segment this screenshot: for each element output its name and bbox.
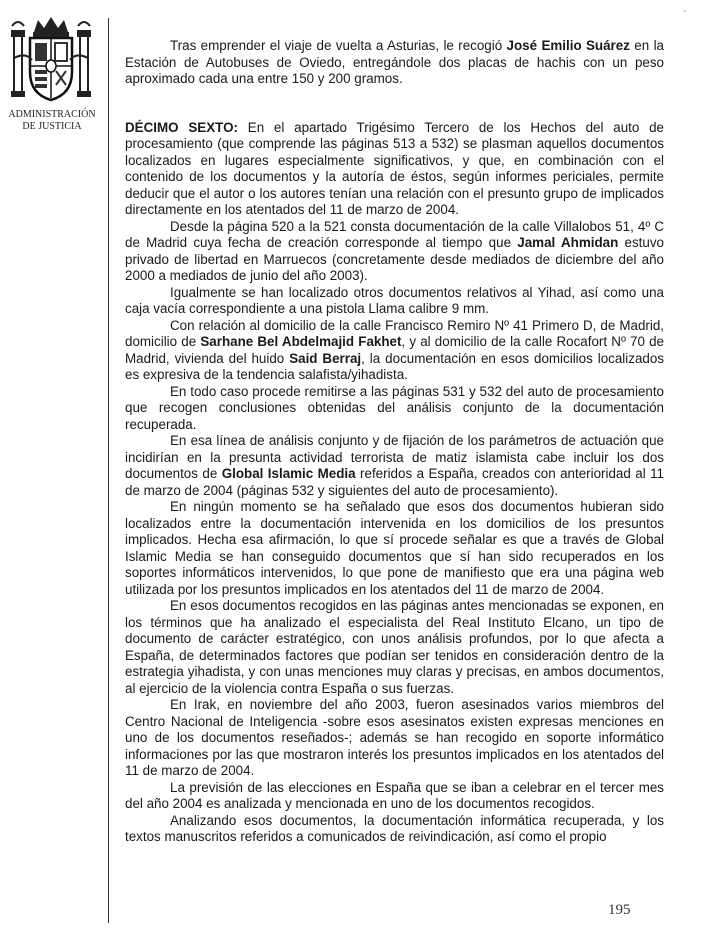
- margin-rule: [108, 18, 109, 923]
- paragraph: [125, 120, 664, 219]
- paragraph: [125, 285, 664, 318]
- paragraph: [125, 813, 664, 846]
- text-run: , y al domicilio de la calle Rocafort Nº 70 de Madrid, vivienda del huido: [125, 334, 664, 366]
- text-run: En esa línea de análisis conjunto y de fijación de los parámetros de actuación que incidirían en la presunta actividad terrorista de matiz islamista cabe incluir los dos documentos de: [125, 433, 664, 481]
- text-run: , la documentación en esos domicilios localizados es expresiva de la tendencia salafista/yihadista.: [125, 350, 664, 382]
- text-run: Con relación al domicilio de la calle Francisco Remiro Nº 41 Primero D, de Madrid, domicilio de: [125, 317, 664, 349]
- document-body: [125, 38, 664, 846]
- text-run: En el apartado Trigésimo Tercero de los Hechos del auto de procesamiento (que comprende las páginas 513 a 532) se plasman aquellos documentos localizados en lugares especialmente significativos, y que, en combinación con el contenido de los documentos y la autoría de éstos, según informes periciales, permite deducir que el autor o los autores tenían una relación con el presunto grupo de implicados directamente en los atentados del 11 de marzo de 2004.: [125, 119, 665, 217]
- corner-mark: -: [683, 6, 687, 17]
- spanish-coat-of-arms-icon: [6, 14, 96, 106]
- paragraph: [125, 697, 664, 780]
- page-number: 195: [608, 902, 631, 918]
- paragraph: [125, 598, 664, 697]
- text-run: en la Estación de Autobuses de Oviedo, entregándole dos placas de hachis con un peso aproximado cada una entre 150 y 200 gramos.: [125, 38, 664, 86]
- paragraph: [125, 318, 664, 384]
- paragraph: [125, 219, 664, 285]
- text-run: Analizando esos documentos, la documentación informática recuperada, y los textos manuscritos referidos a comunicados de reivindicación, así como el propio: [125, 812, 664, 844]
- bold-text: Jamal Ahmidan: [517, 235, 619, 250]
- text-run: La previsión de las elecciones en España que se iban a celebrar en el tercer mes del año 2004 es analizada y mencionada en uno de los documentos recogidos.: [125, 779, 664, 811]
- paragraph: [125, 433, 664, 499]
- text-run: En todo caso procede remitirse a las páginas 531 y 532 del auto de procesamiento que recogen conclusiones obtenidas del análisis conjunto de la documentación recuperada.: [125, 383, 664, 432]
- paragraph: [125, 38, 664, 88]
- paragraph: [125, 499, 664, 598]
- administration-label: [0, 109, 104, 133]
- paragraph: [125, 384, 664, 434]
- text-run: estuvo privado de libertad en Marruecos (concretamente desde mediados de diciembre del año 2000 a mediados de junio del año 2003).: [125, 235, 664, 283]
- text-run: Tras emprender el viaje de vuelta a Asturias, le recogió: [170, 38, 507, 53]
- text-run: referidos a España, creados con anterioridad al 11 de marzo de 2004 (páginas 532 y siguientes del auto de procesamiento).: [125, 466, 665, 498]
- text-run: En Irak, en noviembre del año 2003, fueron asesinados varios miembros del Centro Nacional de Inteligencia -sobre esos asesinatos existen expresas menciones en uno de los documentos reseñados-; además se han recogido en soporte informático informaciones por las que mostraron interés los presuntos implicados en los atentados del 11 de marzo de 2004.: [125, 697, 664, 778]
- bold-text: Sarhane Bel Abdelmajid Fakhet: [200, 334, 402, 349]
- admin-line-2: DE JUSTICIA: [22, 121, 82, 132]
- bold-text: Said Berraj: [289, 350, 362, 366]
- bold-text: Global Islamic Media: [221, 466, 356, 481]
- admin-line-1: ADMINISTRACIÓN: [8, 109, 96, 120]
- text-run: Desde la página 520 a la 521 consta documentación de la calle Villalobos 51, 4º C de Madrid cuya fecha de creación corresponde al tiempo que: [125, 218, 664, 250]
- bold-text: José Emilio Suárez: [506, 38, 630, 53]
- text-run: En ningún momento se ha señalado que esos dos documentos hubieran sido localizados entre la documentación intervenida en los domicilios de los presuntos implicados. Hecha esa afirmación, lo que sí procede señalar es que a través de Global Islamic Media se han conseguido documentos que sí han sido recuperados en los soportes informáticos intervenidos, lo que pone de manifiesto que era una página web utilizada por los presuntos implicados en los atentados del 11 de marzo de 2004.: [125, 499, 664, 597]
- paragraph: [125, 780, 664, 813]
- text-run: Igualmente se han localizado otros documentos relativos al Yihad, así como una caja vacía correspondiente a una pistola Llama calibre 9 mm.: [125, 284, 664, 316]
- text-run: En esos documentos recogidos en las páginas antes mencionadas se exponen, en los términos que ha analizado el especialista del Real Instituto Elcano, un tipo de documento de carácter estratégico, con unos análisis profundos, por lo que afecta a España, de determinados factores que podían ser tenidos en consideración dentro de la estrategia yihadista, y con unas menciones muy claras y precisas, en ambos documentos, al ejercicio de la violencia contra España o sus fuerzas.: [125, 598, 664, 696]
- bold-text: DÉCIMO SEXTO:: [125, 119, 238, 135]
